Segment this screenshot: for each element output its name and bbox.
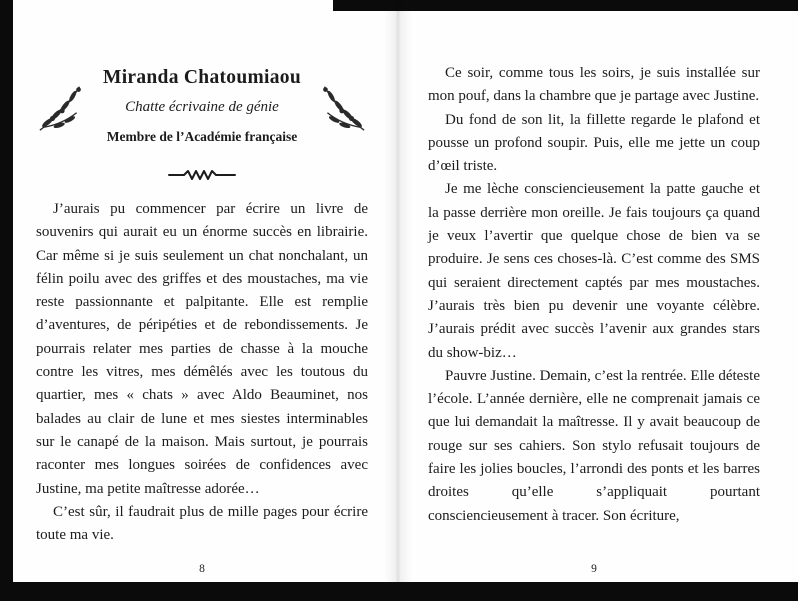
chapter-title: Miranda Chatoumiaou <box>102 67 301 88</box>
paragraph: J’aurais pu commencer par écrire un livre de souvenirs qui aurait eu un énorme succès en librairie. Car même si je suis seulement un chat nonchalant, un félin poilu avec des griffes et des moustaches, ma vie reste passionnante et palpitante. Elle est remplie d’aventures, de péripéties et de rebondissements. Je pourrais relater mes parties de chasse à la mouche contre les vitres, mes démêlés avec les toutous du quartier, mes « chats » avec Aldo Beauminet, nos balades au clair de lune et mes siestes interminables sur le canapé de la maison. Mais surtout, je pourrais raconter mes longues soirées de confidences avec Justine, ma petite maîtresse adorée… <box>36 201 368 497</box>
paragraph: C’est sûr, il faudrait plus de mille pages pour écrire toute ma vie. <box>36 503 368 544</box>
right-page <box>428 0 760 582</box>
chapter-title-block <box>94 67 310 145</box>
paragraph: Ce soir, comme tous les soirs, je suis installée sur mon pouf, dans la chambre que je partage avec Justine. <box>428 65 760 105</box>
paragraph: Pauvre Justine. Demain, c’est la rentrée. Elle déteste l’école. L’année dernière, elle ne comprenait jamais ce que lui demandait la maîtresse. Il y avait beaucoup de rouge sur ses cahiers. Son stylo refusait toujours de faire les jolies boucles, l’arrondi des ponts et les barres droites qu’elle s’appliquait pourtant consciencieusement à tracer. Son écriture, <box>428 367 760 524</box>
chapter-header <box>36 60 368 152</box>
olive-branch-left-icon <box>36 76 94 136</box>
page-number-right: 9 <box>591 563 597 575</box>
chapter-subtitle: Chatte écrivaine de génie <box>125 99 279 115</box>
page-gutter <box>384 0 412 582</box>
photo-edge-bottom <box>0 582 798 601</box>
photo-edge-left <box>0 0 13 601</box>
left-page <box>36 0 368 582</box>
left-page-body <box>36 198 368 547</box>
paragraph: Du fond de son lit, la fillette regarde le plafond et pousse un profond soupir. Puis, elle me jette un coup d’œil triste. <box>428 111 760 175</box>
olive-branch-right-icon <box>310 76 368 136</box>
page-number-left: 8 <box>199 563 205 575</box>
squiggle-divider-icon <box>36 168 368 182</box>
chapter-affiliation: Membre de l’Académie française <box>106 129 298 144</box>
paragraph: Je me lèche consciencieusement la patte gauche et la passe derrière mon oreille. Je fais toujours ça quand je veux l’avertir que quelque chose de bien va se produire. Je sens ces choses-là. C’est comme des SMS qui seraient directement captés par mes moustaches. J’aurais très bien pu devenir une voyante célèbre. J’aurais prédit avec succès l’avenir aux grandes stars du show-biz… <box>428 181 760 361</box>
right-page-body <box>428 62 760 528</box>
